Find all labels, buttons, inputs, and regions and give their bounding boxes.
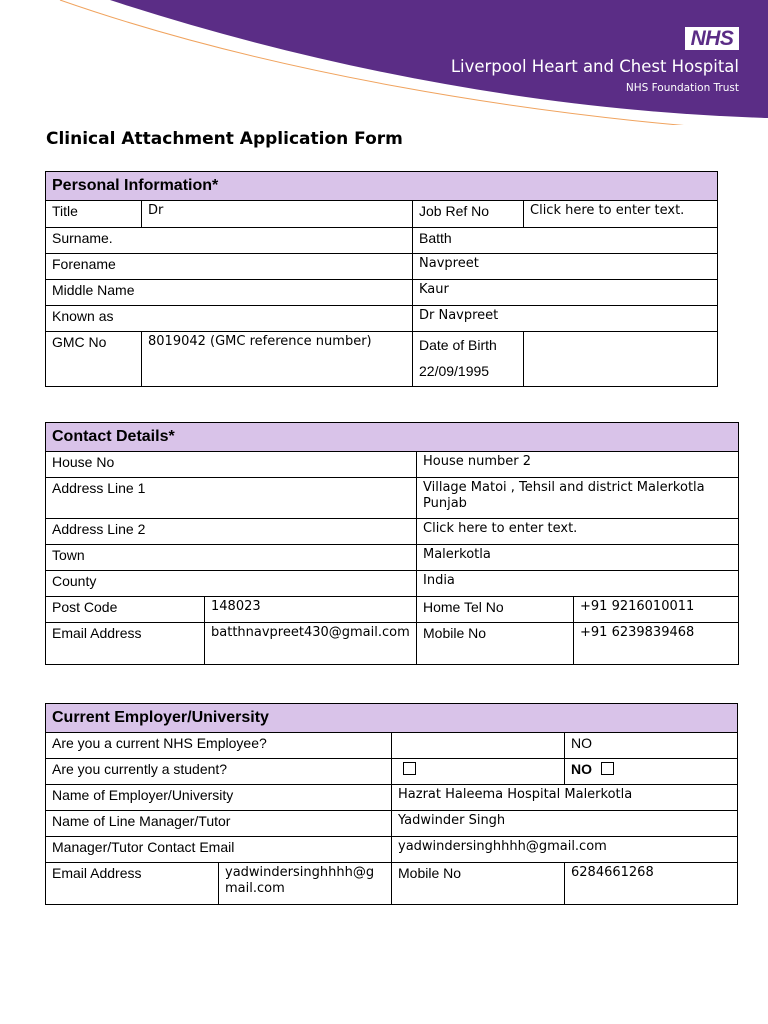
nhs-employee-answer[interactable]: NO bbox=[565, 733, 738, 759]
job-ref-field[interactable]: Click here to enter text. bbox=[524, 201, 718, 228]
student-no-label: NO bbox=[571, 761, 592, 777]
house-no-field[interactable]: House number 2 bbox=[417, 452, 739, 478]
forename-field[interactable]: Navpreet bbox=[413, 254, 718, 280]
date-of-birth-value: 22/09/1995 bbox=[419, 363, 490, 379]
home-tel-field[interactable]: +91 9216010011 bbox=[574, 597, 739, 623]
town-label: Town bbox=[46, 545, 417, 571]
house-no-label: House No bbox=[46, 452, 417, 478]
known-as-label: Known as bbox=[46, 306, 413, 332]
employer-name-field[interactable]: Hazrat Haleema Hospital Malerkotla bbox=[392, 785, 738, 811]
middle-name-label: Middle Name bbox=[46, 280, 413, 306]
employer-email-label: Email Address bbox=[46, 863, 219, 905]
job-ref-label: Job Ref No bbox=[413, 201, 524, 228]
forename-label: Forename bbox=[46, 254, 413, 280]
gmc-field[interactable]: 8019042 (GMC reference number) bbox=[142, 332, 413, 387]
employer-email-field[interactable]: yadwindersinghhhh@gmail.com bbox=[219, 863, 392, 905]
title-label: Title bbox=[46, 201, 142, 228]
contact-details-heading: Contact Details* bbox=[46, 423, 739, 452]
nhs-logo: NHS bbox=[685, 27, 739, 50]
form-title: Clinical Attachment Application Form bbox=[46, 129, 403, 149]
nhs-employee-yes-cell[interactable] bbox=[392, 733, 565, 759]
nhs-employee-question: Are you a current NHS Employee? bbox=[46, 733, 392, 759]
student-no-checkbox[interactable] bbox=[601, 762, 614, 775]
surname-field[interactable]: Batth bbox=[413, 228, 718, 254]
email-address-field[interactable]: batthnavpreet430@gmail.com bbox=[205, 623, 417, 665]
hospital-name: Liverpool Heart and Chest Hospital bbox=[450, 57, 739, 76]
date-of-birth-cell[interactable] bbox=[413, 332, 524, 387]
trust-name: NHS Foundation Trust bbox=[625, 82, 739, 94]
student-yes-cell[interactable] bbox=[392, 759, 565, 785]
student-no-cell[interactable] bbox=[565, 759, 738, 785]
post-code-label: Post Code bbox=[46, 597, 205, 623]
middle-name-field[interactable]: Kaur bbox=[413, 280, 718, 306]
current-employer-heading: Current Employer/University bbox=[46, 704, 738, 733]
county-field[interactable]: India bbox=[417, 571, 739, 597]
mobile-no-field[interactable]: +91 6239839468 bbox=[574, 623, 739, 665]
manager-email-field[interactable]: yadwindersinghhhh@gmail.com bbox=[392, 837, 738, 863]
known-as-field[interactable]: Dr Navpreet bbox=[413, 306, 718, 332]
date-of-birth-label: Date of Birth bbox=[419, 337, 497, 353]
address-line-1-field[interactable]: Village Matoi , Tehsil and district Malerkotla Punjab bbox=[417, 478, 739, 519]
contact-details-table bbox=[45, 422, 739, 665]
post-code-field[interactable]: 148023 bbox=[205, 597, 417, 623]
current-employer-table bbox=[45, 703, 738, 905]
address-line-2-field[interactable]: Click here to enter text. bbox=[417, 519, 739, 545]
line-manager-label: Name of Line Manager/Tutor bbox=[46, 811, 392, 837]
email-address-label: Email Address bbox=[46, 623, 205, 665]
home-tel-label: Home Tel No bbox=[417, 597, 574, 623]
town-field[interactable]: Malerkotla bbox=[417, 545, 739, 571]
personal-information-table bbox=[45, 171, 718, 387]
student-yes-checkbox[interactable] bbox=[403, 762, 416, 775]
surname-label: Surname. bbox=[46, 228, 413, 254]
manager-email-label: Manager/Tutor Contact Email bbox=[46, 837, 392, 863]
employer-name-label: Name of Employer/University bbox=[46, 785, 392, 811]
date-of-birth-extra-field[interactable] bbox=[524, 332, 718, 387]
address-line-2-label: Address Line 2 bbox=[46, 519, 417, 545]
personal-information-heading: Personal Information* bbox=[46, 172, 718, 201]
title-field[interactable]: Dr bbox=[142, 201, 413, 228]
employer-mobile-field[interactable]: 6284661268 bbox=[565, 863, 738, 905]
line-manager-field[interactable]: Yadwinder Singh bbox=[392, 811, 738, 837]
county-label: County bbox=[46, 571, 417, 597]
student-question: Are you currently a student? bbox=[46, 759, 392, 785]
gmc-label: GMC No bbox=[46, 332, 142, 387]
employer-mobile-label: Mobile No bbox=[392, 863, 565, 905]
mobile-no-label: Mobile No bbox=[417, 623, 574, 665]
address-line-1-label: Address Line 1 bbox=[46, 478, 417, 519]
